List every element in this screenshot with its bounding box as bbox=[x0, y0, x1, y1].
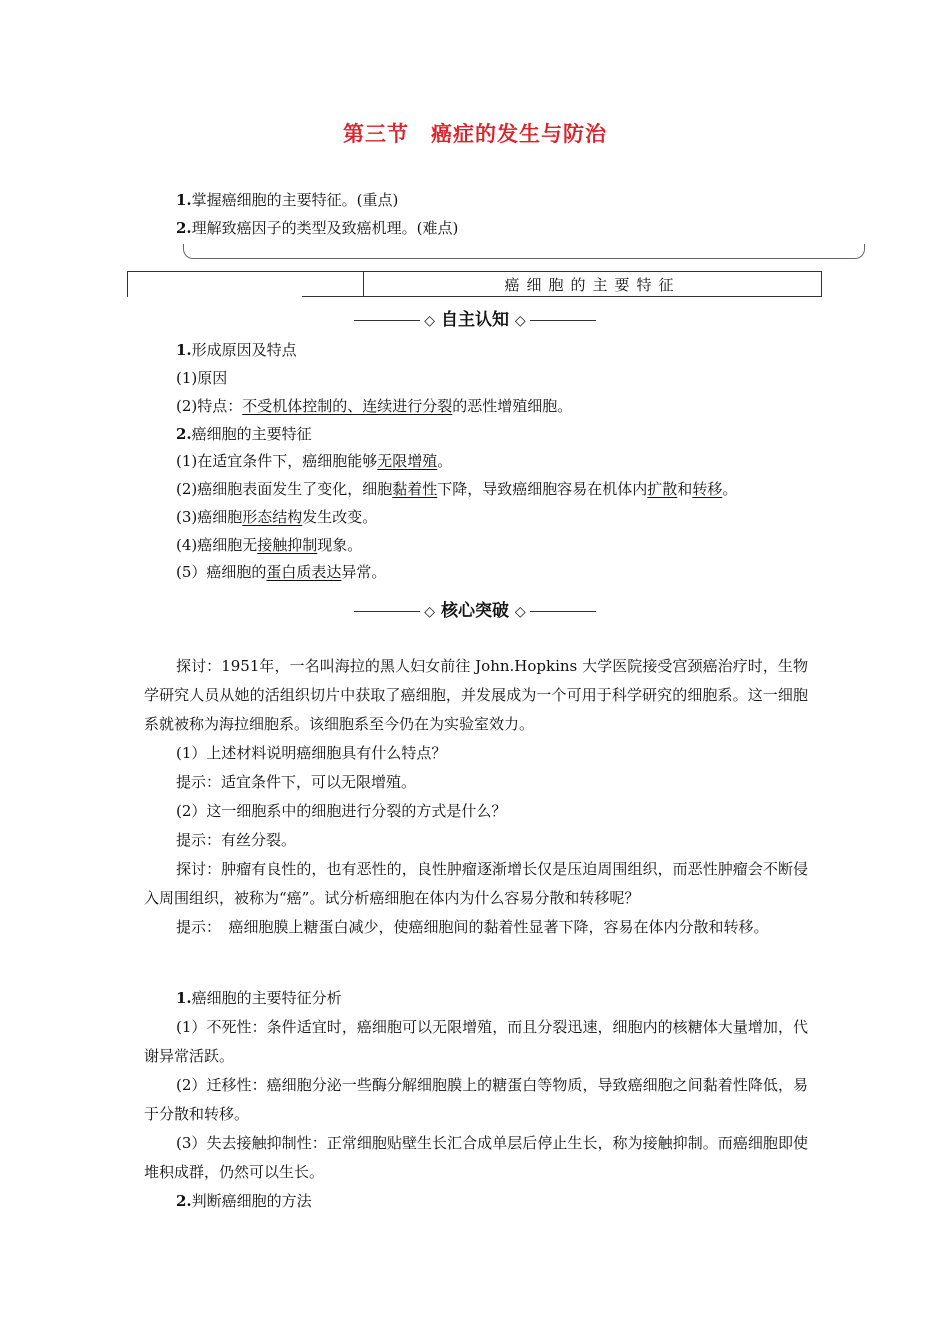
analysis-item: (1）不死性：条件适宜时，癌细胞可以无限增殖，而且分裂迅速，细胞内的核糖体大量增加，代谢异常活跃。 bbox=[144, 1018, 808, 1065]
page-title bbox=[0, 118, 950, 148]
section-number: 第三节 bbox=[343, 122, 409, 146]
knowledge-line: (1)在适宜条件下，癌细胞能够无限增殖。 bbox=[176, 452, 453, 470]
section-heading-self-study: ◇ 自主认知 ◇ bbox=[0, 305, 950, 330]
analysis-item: (2）迁移性：癌细胞分泌一些酶分解细胞膜上的糖蛋白等物质，导致癌细胞之间黏着性降低，易于分散和转移。 bbox=[144, 1076, 808, 1123]
objective-1: 1.掌握癌细胞的主要特征。(重点) bbox=[176, 191, 399, 209]
objectives-brace bbox=[183, 244, 865, 259]
knowledge-line: (4)癌细胞无接触抑制现象。 bbox=[176, 536, 363, 554]
knowledge-line: (2)特点：不受机体控制的、连续进行分裂的恶性增殖细胞。 bbox=[176, 397, 573, 415]
knowledge-line: (2)癌细胞表面发生了变化，细胞黏着性下降，导致癌细胞容易在机体内扩散和转移。 bbox=[176, 480, 738, 498]
question: (2）这一细胞系中的细胞进行分裂的方式是什么？ bbox=[176, 802, 507, 820]
section-title: 癌症的发生与防治 bbox=[431, 122, 607, 146]
discussion-block bbox=[144, 652, 808, 942]
answer: 提示： 癌细胞膜上糖蛋白减少，使癌细胞间的黏着性显著下降，容易在体内分散和转移。 bbox=[176, 918, 769, 936]
topic-banner bbox=[127, 271, 822, 297]
analysis-heading-2: 2.判断癌细胞的方法 bbox=[176, 1192, 312, 1210]
banner-title: 癌细胞的主要特征 bbox=[504, 276, 681, 294]
question: (1）上述材料说明癌细胞具有什么特点？ bbox=[176, 744, 447, 762]
answer: 提示：有丝分裂。 bbox=[176, 831, 297, 849]
knowledge-heading-1: 1.形成原因及特点 bbox=[176, 341, 297, 359]
analysis-item: (3）失去接触抑制性：正常细胞贴壁生长汇合成单层后停止生长，称为接触抑制。而癌细胞即使堆积成群，仍然可以生长。 bbox=[144, 1134, 808, 1181]
objective-2: 2.理解致癌因子的类型及致癌机理。(难点) bbox=[176, 219, 459, 237]
answer: 提示：适宜条件下，可以无限增殖。 bbox=[176, 773, 417, 791]
section-heading-core: ◇ 核心突破 ◇ bbox=[0, 596, 950, 621]
knowledge-line: (1)原因 bbox=[176, 369, 228, 387]
analysis-heading-1: 1.癌细胞的主要特征分析 bbox=[176, 989, 342, 1007]
knowledge-line: (3)癌细胞形态结构发生改变。 bbox=[176, 508, 378, 526]
discussion-paragraph: 探讨：肿瘤有良性的，也有恶性的，良性肿瘤逐渐增长仅是压迫周围组织，而恶性肿瘤会不断侵入周围组织，被称为“癌”。试分析癌细胞在体内为什么容易分散和转移呢？ bbox=[144, 860, 808, 907]
discussion-paragraph: 探讨：1951年，一名叫海拉的黑人妇女前往 John.Hopkins 大学医院接受宫颈癌治疗时，生物学研究人员从她的活组织切片中获取了癌细胞，并发展成为一个可用于科学研究的细胞系。这一细胞系就被称为海拉细胞系。该细胞系至今仍在为实验室效力。 bbox=[144, 657, 808, 733]
knowledge-line: (5）癌细胞的蛋白质表达异常。 bbox=[176, 563, 387, 581]
analysis-block bbox=[144, 984, 808, 1216]
knowledge-heading-2: 2.癌细胞的主要特征 bbox=[176, 425, 312, 443]
